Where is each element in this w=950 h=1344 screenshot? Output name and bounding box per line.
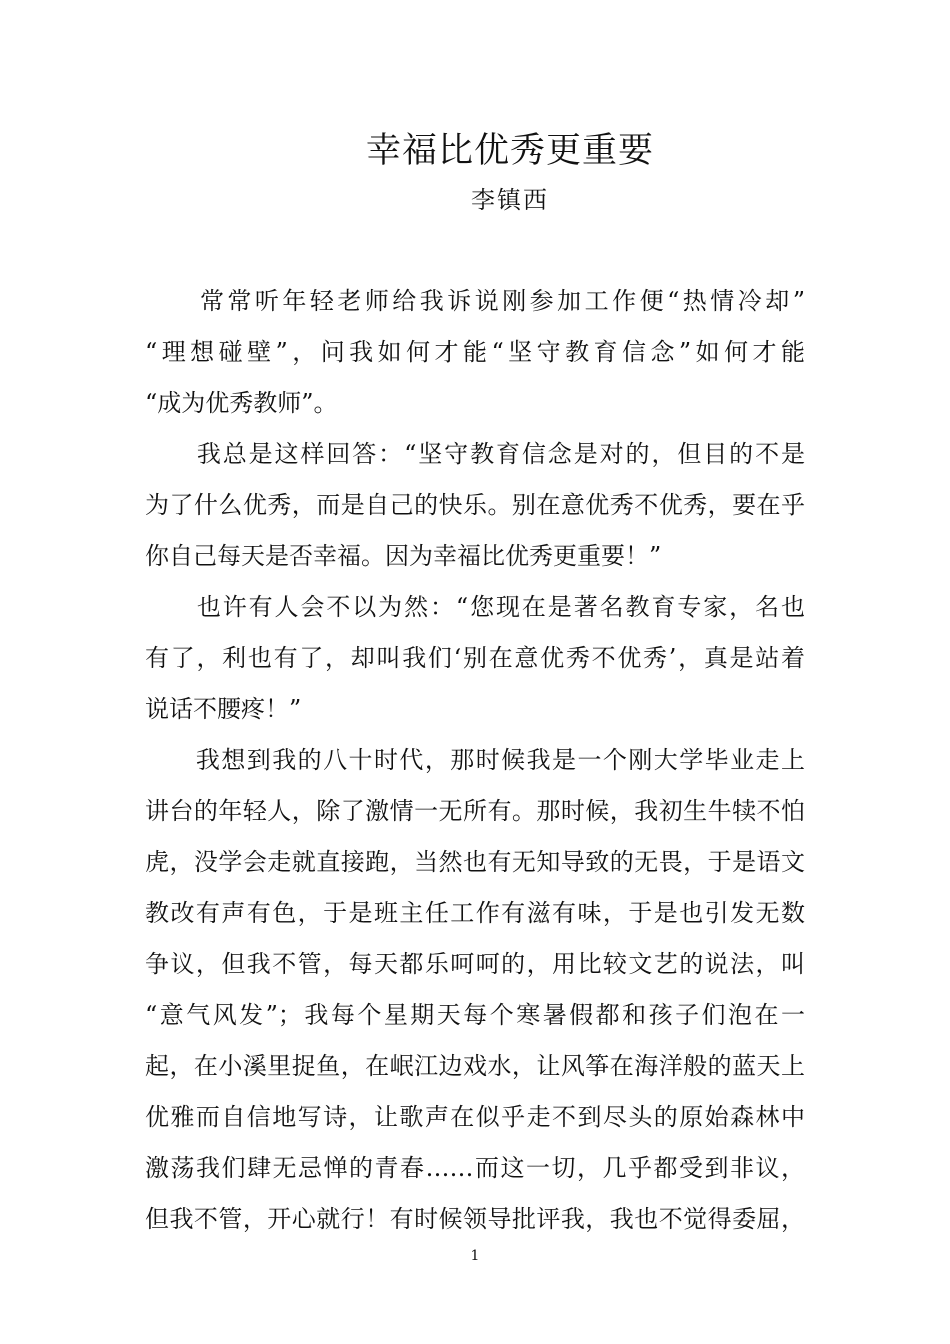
text-line: 优雅而自信地写诗，让歌声在似乎走不到尽头的原始森林中 (145, 1103, 805, 1131)
text-line: 也许有人会不以为然：“您现在是著名教育专家，名也 (145, 593, 805, 621)
text-line: 为了什么优秀，而是自己的快乐。别在意优秀不优秀，要在乎 (145, 491, 805, 519)
text-line: 但我不管，开心就行！有时候领导批评我，我也不觉得委屈， (145, 1205, 805, 1233)
document-body (145, 276, 805, 1245)
text-line: 有了，利也有了，却叫我们‘别在意优秀不优秀’，真是站着 (145, 644, 805, 672)
text-line: “成为优秀教师”。 (145, 389, 338, 417)
text-line: 激荡我们肆无忌惮的青春……而这一切，几乎都受到非议， (145, 1154, 805, 1182)
paragraph-3 (145, 582, 805, 735)
paragraph-1 (145, 276, 805, 429)
paragraph-2 (145, 429, 805, 582)
paragraph-4 (145, 735, 805, 1245)
document-title: 幸福比优秀更重要 (365, 131, 654, 171)
text-line: 常常听年轻老师给我诉说刚参加工作便“热情冷却” (145, 287, 805, 315)
text-line: “意气风发”；我每个星期天每个寒暑假都和孩子们泡在一 (145, 1001, 805, 1029)
text-line: 我总是这样回答：“坚守教育信念是对的，但目的不是 (145, 440, 805, 468)
document-author: 李镇西 (471, 186, 549, 214)
page-number: 1 (470, 1248, 480, 1264)
text-line: 讲台的年轻人，除了激情一无所有。那时候，我初生牛犊不怕 (145, 797, 805, 825)
text-line: 教改有声有色，于是班主任工作有滋有味，于是也引发无数 (145, 899, 805, 927)
text-line: 争议，但我不管，每天都乐呵呵的，用比较文艺的说法，叫 (145, 950, 805, 978)
text-line: 虎，没学会走就直接跑，当然也有无知导致的无畏，于是语文 (145, 848, 805, 876)
text-line: 你自己每天是否幸福。因为幸福比优秀更重要！” (145, 542, 662, 570)
text-line: 说话不腰疼！” (145, 695, 302, 723)
text-line: “理想碰壁”，问我如何才能“坚守教育信念”如何才能 (145, 338, 805, 366)
text-line: 我想到我的八十时代，那时候我是一个刚大学毕业走上 (145, 746, 805, 774)
text-line: 起，在小溪里捉鱼，在岷江边戏水，让风筝在海洋般的蓝天上 (145, 1052, 805, 1080)
